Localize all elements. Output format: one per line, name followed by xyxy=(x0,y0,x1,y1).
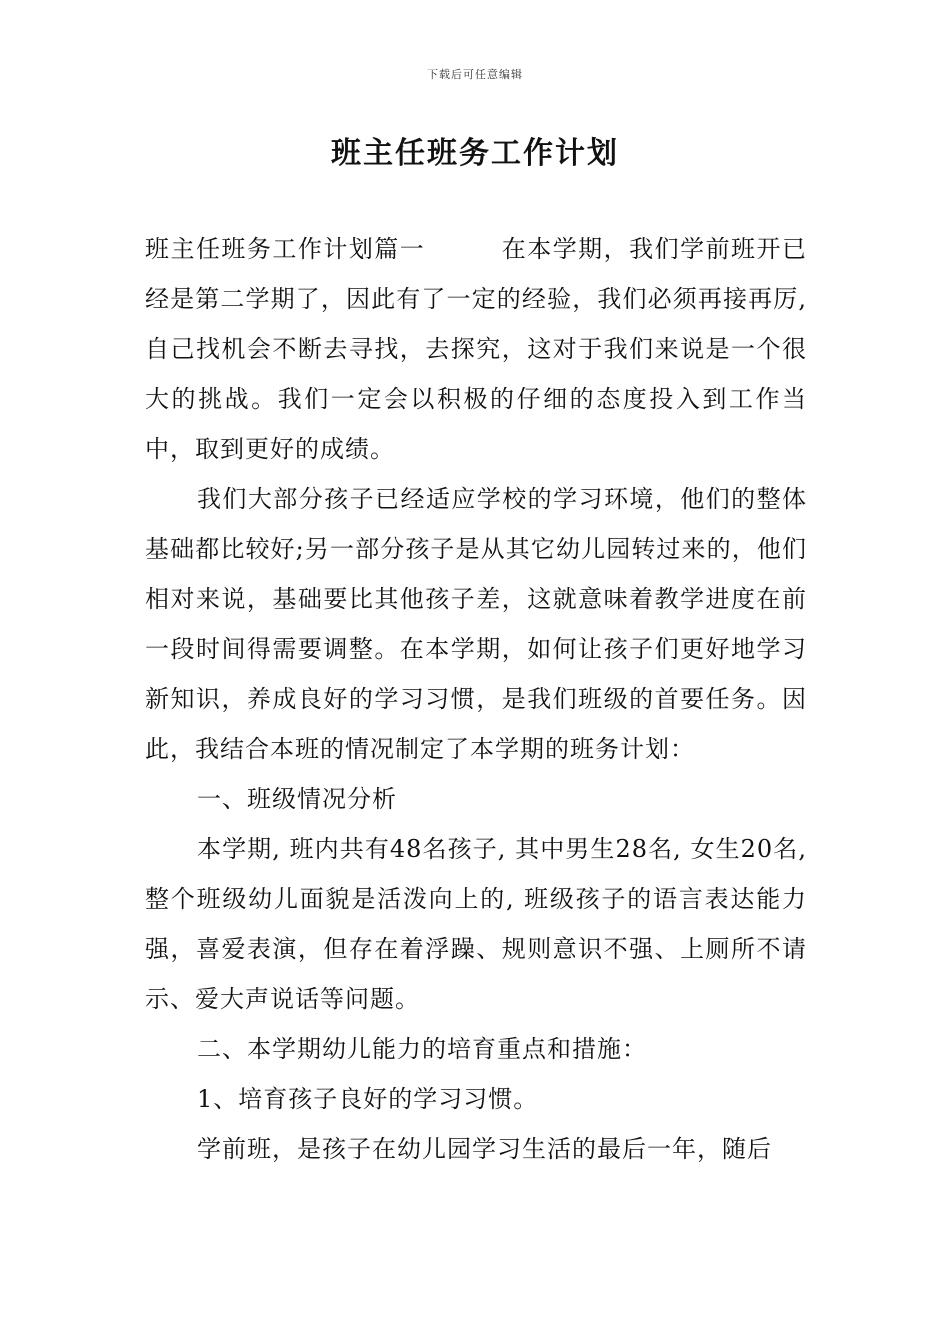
document-title: 班主任班务工作计划 xyxy=(331,136,619,171)
paragraph-intro-lead: 班主任班务工作计划篇一 xyxy=(145,235,426,263)
subsection-heading-1: 1、培育孩子良好的学习习惯。 xyxy=(197,1085,539,1113)
section-heading-1: 一、班级情况分析 xyxy=(197,785,397,813)
paragraph-intro xyxy=(145,224,807,474)
document-body xyxy=(145,224,807,1174)
paragraph-class-analysis: 本学期, 班内共有48名孩子, 其中男生28名, 女生20名,整个班级幼儿面貌是活泼向上的, 班级孩子的语言表达能力强，喜爱表演，但存在着浮躁、规则意识不强、上厕所不请示、爱大声说话等问题。 xyxy=(145,835,807,1013)
header-note: 下载后可任意编辑 xyxy=(427,68,523,81)
section-heading-2: 二、本学期幼儿能力的培育重点和措施： xyxy=(197,1035,647,1063)
paragraph-2: 我们大部分孩子已经适应学校的学习环境，他们的整体基础都比较好;另一部分孩子是从其它幼儿园转过来的，他们相对来说，基础要比其他孩子差，这就意味着教学进度在前一段时间得需要调整。在本学期，如何让孩子们更好地学习新知识，养成良好的学习习惯，是我们班级的首要任务。因此，我结合本班的情况制定了本学期的班务计划： xyxy=(145,485,807,763)
paragraph-final: 学前班，是孩子在幼儿园学习生活的最后一年，随后 xyxy=(197,1135,772,1163)
paragraph-intro-text: 在本学期，我们学前班开已经是第二学期了，因此有了一定的经验，我们必须再接再厉,自己找机会不断去寻找，去探究，这对于我们来说是一个很大的挑战。我们一定会以积极的仔细的态度投入到工作当中，取到更好的成绩。 xyxy=(145,235,808,463)
